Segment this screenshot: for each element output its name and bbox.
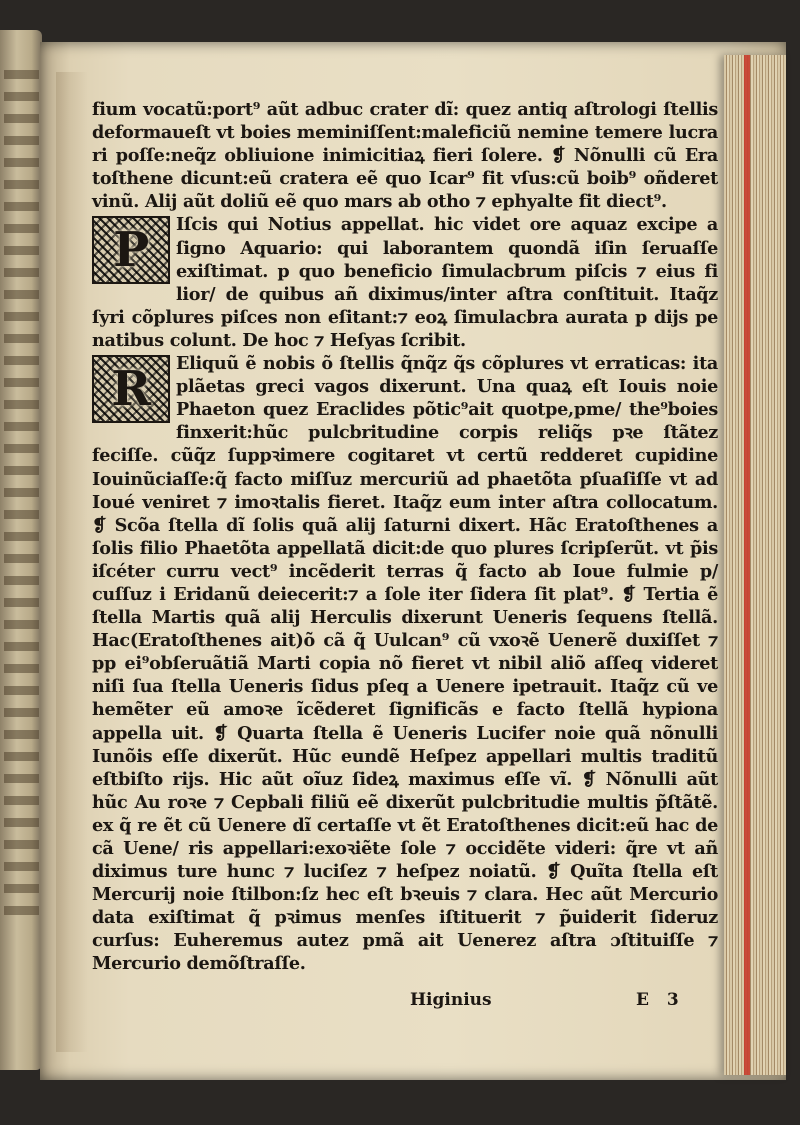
page-edges xyxy=(724,55,786,1075)
paragraph-2-text: Iſcis qui Notius appellat. hic videt ore aquaz excipe a ſigno Aquario: qui laborantem quondã iſin ſeruaſſe exiſtimat. p quo beneficio ſimulacbrum piſcis ⁊ eius fi lior/ de quibus añ diximus/inter aſtra conſtituit. Itaq̃z ſyri cõplures piſces non eſitant:⁊ eoꝝ ſimulacbra aurata p dijs pe natibus colunt. De hoc ⁊ Heſyas ſcribit. xyxy=(92,214,718,351)
paragraph-1: fium vocatũ:port⁹ aũt adbuc crater dĩ: quez antiq aſtrologi ſtellis deformaueſt vt boies meminiſſent:maleficiũ nemine temere lucra ri poſſe:neq̃z obliuione inimicitiaꝝ fieri ſolere. ❡ Nõnulli cũ Era toſthene dicunt:eũ cratera eẽ quo Icar⁹ fit vſus:cũ boib⁹ oñderet vinũ. Alij aũt doliũ eẽ quo mars ab otho ⁊ ephyalte fit diect⁹. xyxy=(92,99,718,213)
text-block xyxy=(92,98,718,976)
gutter-shadow xyxy=(56,72,88,1052)
signature-mark: E 3 xyxy=(636,990,685,1010)
paragraph-3 xyxy=(92,352,718,976)
woodcut-initial-p: P xyxy=(92,216,170,284)
signature-line: Higinius xyxy=(410,990,492,1010)
paragraph-3-text: Eliquũ ẽ nobis õ ſtellis q̃nq̃z q̃s cõplures vt erraticas: ita plãetas greci vagos dixerunt. Una quaꝝ eſt Iouis noie Phaeton quez Eraclides põtic⁹ait quotpe,pme/ the⁹boies finxerit:hũc pulcbritudine corpis reliq̃s pꝛe ſtãtez feciſſe. cũq̃z ſuppꝛimere cogitaret vt certũ redderet cupidine Iouinũciaſſe:q̃ facto miſſuz mercuriũ ad phaetõta pſuaſiſſe vt ad Ioué veniret ⁊ imoꝛtalis fieret. Itaq̃z eum inter aſtra collocatum. ❡ Scõa ſtella dĩ ſolis quã alij ſaturni dixert. Hãc Eratoſthenes a ſolis filio Phaetõta appellatã dicit:de quo plures ſcripſerũt. vt p̃is iſcéter curru vect⁹ incẽderit terras q̃ facto ab Ioue fulmie p/ cuſſuz i Eridanũ deiecerit:⁊ a ſole iter ſidera ſit plat⁹. ❡ Tertia ẽ ſtella Martis quã alij Herculis dixerunt Ueneris ſequens ſtellã. Hac(Eratoſthenes ait)õ cã q̃ Uulcan⁹ cũ vxoꝛẽ Uenerẽ duxiſſet ⁊ pp ei⁹obſeruãtiã Marti copia nõ fieret vt nibil aliõ aſſeq videret niſi ſua ſtella Ueneris ſidus pſeq a Uenere ipetrauit. Itaq̃z cũ ve hemẽter eũ amoꝛe ĩcẽderet ſignificãs e facto ſtellã hypiona appella uit. ❡ Quarta ſtella ẽ Ueneris Lucifer noie quã nõnulli Iunõis eſſe dixerũt. Hũc eundẽ Heſpez appellari multis traditũ eſtbiſto rijs. Hic aũt oĩuz ſideꝝ maximus eſſe vĩ. ❡ Nõnulli aũt hũc Au roꝛe ⁊ Cepbali filiũ eẽ dixerũt pulcbritudie multis p̃ſtãtẽ. ex q̃ re ẽt cũ Uenere dĩ certaſſe vt ẽt Eratoſthenes dicit:eũ hac de cã Uene/ ris appellari:exoꝛiẽte ſole ⁊ occidẽte videri: q̃re vt añ diximus ture hunc ⁊ luciſez ⁊ heſpez noiatũ. ❡ Quĩta ſtella eſt Mercurij noie ſtilbon:ſz hec eſt bꝛeuis ⁊ clara. Hec aũt Mercurio data exiſtimat q̃ pꝛimus menſes iſtituerit ⁊ p̃uiderit ſideruz curſus: Euheremus autez pmã ait Uenerez aſtra ɔſtituiſſe ⁊ Mercurio demõſtraſſe. xyxy=(92,353,718,975)
facing-page-edge xyxy=(0,30,42,1070)
paragraph-2 xyxy=(92,213,718,352)
woodcut-initial-r: R xyxy=(92,355,170,423)
